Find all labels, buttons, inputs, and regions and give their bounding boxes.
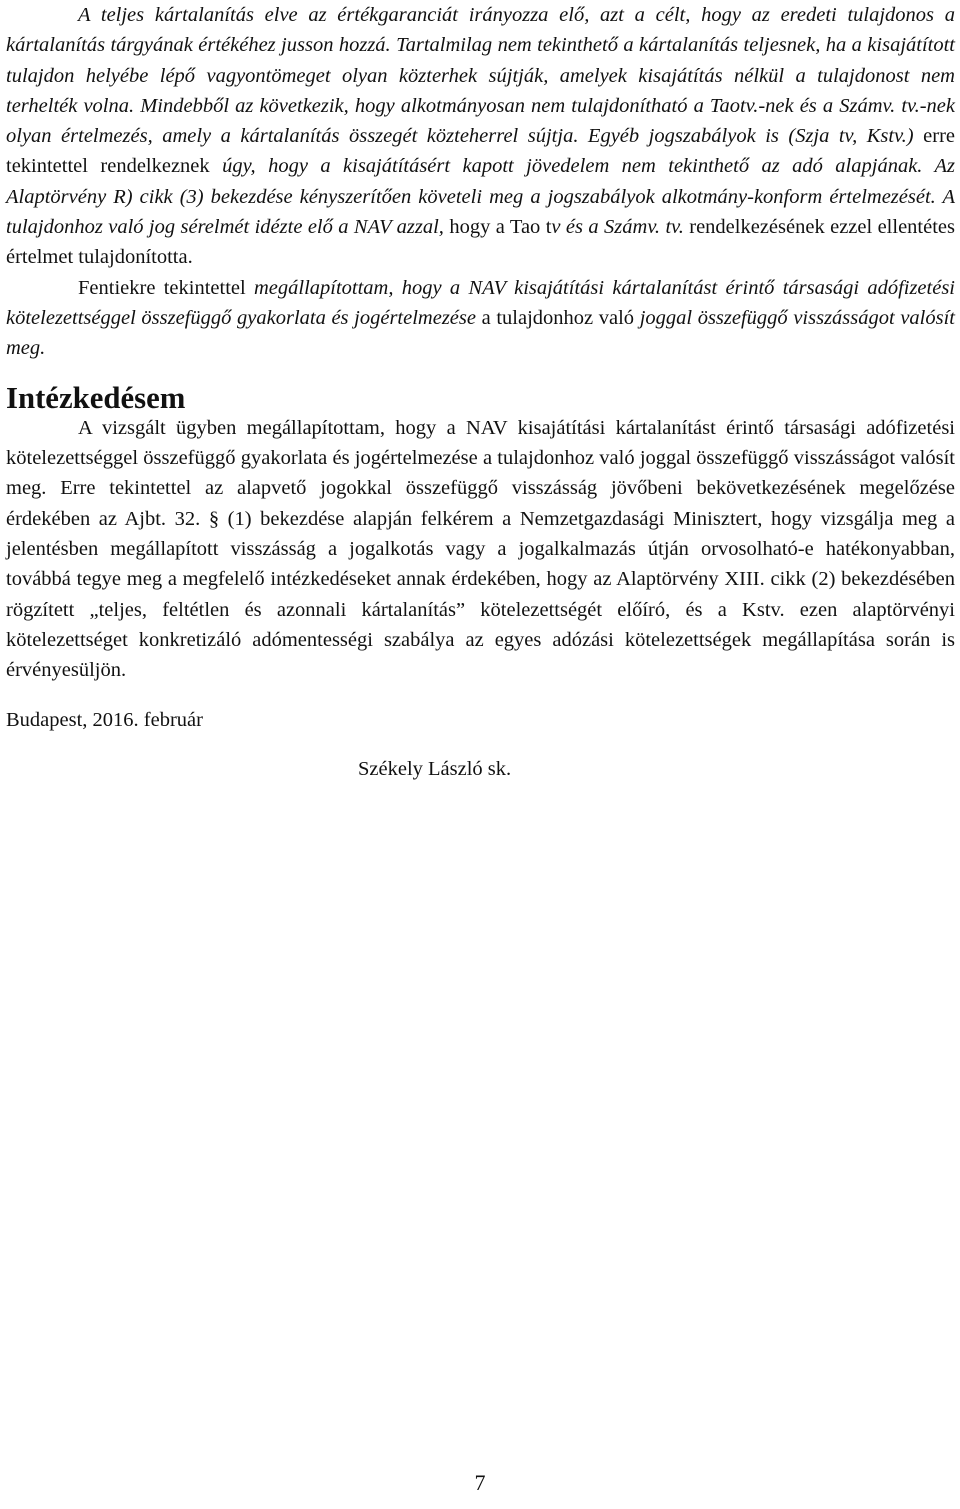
paragraph-measures: A vizsgált ügyben megállapítottam, hogy a NAV kisajátítási kártalanítást érintő társasági adófizetési kötelezettséggel összefüggő gyakorlata és jogértelmezése a tulajdonhoz való joggal összefüggő visszásságot valósít meg. Erre tekintettel az alapvető jogokkal összefüggő visszásság jövőbeni bekövetkezésének megelőzése érdekében az Ajbt. 32. § (1) bekezdése alapján felkérem a Nemzetgazdasági Minisztert, hogy vizsgálja meg a jelentésben megállapított visszásság a jogalkotás vagy a jogalkalmazás útján orvosolható-e hatékonyabban, továbbá tegye meg a megfelelő intézkedéseket annak érdekében, hogy az Alaptörvény XIII. cikk (2) bekezdésében rögzített „teljes, feltétlen és azonnali kártalanítás” kötelezettségét előíró, és a Kstv. ezen alaptörvényi kötelezettséget konkretizáló adómentességi szabálya az egyes adózási kötelezettségek megállapítása során is érvényesüljön. — [6, 416, 955, 682]
italic-text: v és a Számv. tv. — [551, 216, 684, 239]
regular-text: Fentiekre tekintettel — [78, 276, 254, 299]
spacer — [6, 686, 955, 705]
page-number: 7 — [474, 1470, 486, 1495]
italic-text: joggal összefüggő visszásságot valósít meg. — [6, 306, 955, 360]
signature: Székely László sk. — [358, 757, 512, 780]
italic-text: úgy, hogy a kisajátításért kapott jövedelem nem tekinthető az adó alapjának. Az Alaptörvény R) cikk (3) bekezdése kényszerítően követeli meg a jogszabályok alkotmány-konform értelmezését. A tulajdonhoz való jog sérelmét idézte elő a NAV azzal, — [6, 155, 955, 239]
regular-text: a tulajdonhoz való — [475, 306, 640, 329]
regular-text: erre tekintettel rendelkeznek — [6, 125, 955, 178]
spacer — [6, 364, 955, 383]
regular-text: hogy a Tao t — [443, 216, 552, 239]
document-page — [6, 0, 955, 784]
paragraph-compensation-principle — [6, 0, 955, 273]
italic-text: A teljes kártalanítás elve az értékgaranciát irányozza elő, azt a célt, hogy az eredeti tulajdonos a kártalanítás tárgyának értékéhez jusson hozzá. Tartalmilag nem tekinthető a kártalanítás teljesnek, ha a kisajátított tulajdon helyébe lépő vagyontömeget olyan közterhek sújtják, amelyek kisajátítás nélkül a tulajdonost nem terhelték volna. Mindebből az következik, hogy alkotmányosan nem tulajdonítható a Taotv.-nek és a Számv. tv.-nek olyan értelmezés, amely a kártalanítás összegét közteherrel sújtja. Egyéb jogszabályok is (Szja tv, Kstv.) — [6, 4, 955, 148]
section-heading: Intézkedésem — [6, 380, 186, 415]
regular-text: rendelkezésének ezzel ellentétes értelmet tulajdonította. — [6, 216, 955, 269]
dateline: Budapest, 2016. február — [6, 708, 203, 731]
paragraph-finding — [6, 273, 955, 364]
italic-text: megállapítottam, hogy a NAV kisajátítási kártalanítást érintő társasági adófizetési kötelezettséggel összefüggő gyakorlata és jogértelmezése — [6, 276, 956, 329]
spacer — [6, 735, 955, 754]
